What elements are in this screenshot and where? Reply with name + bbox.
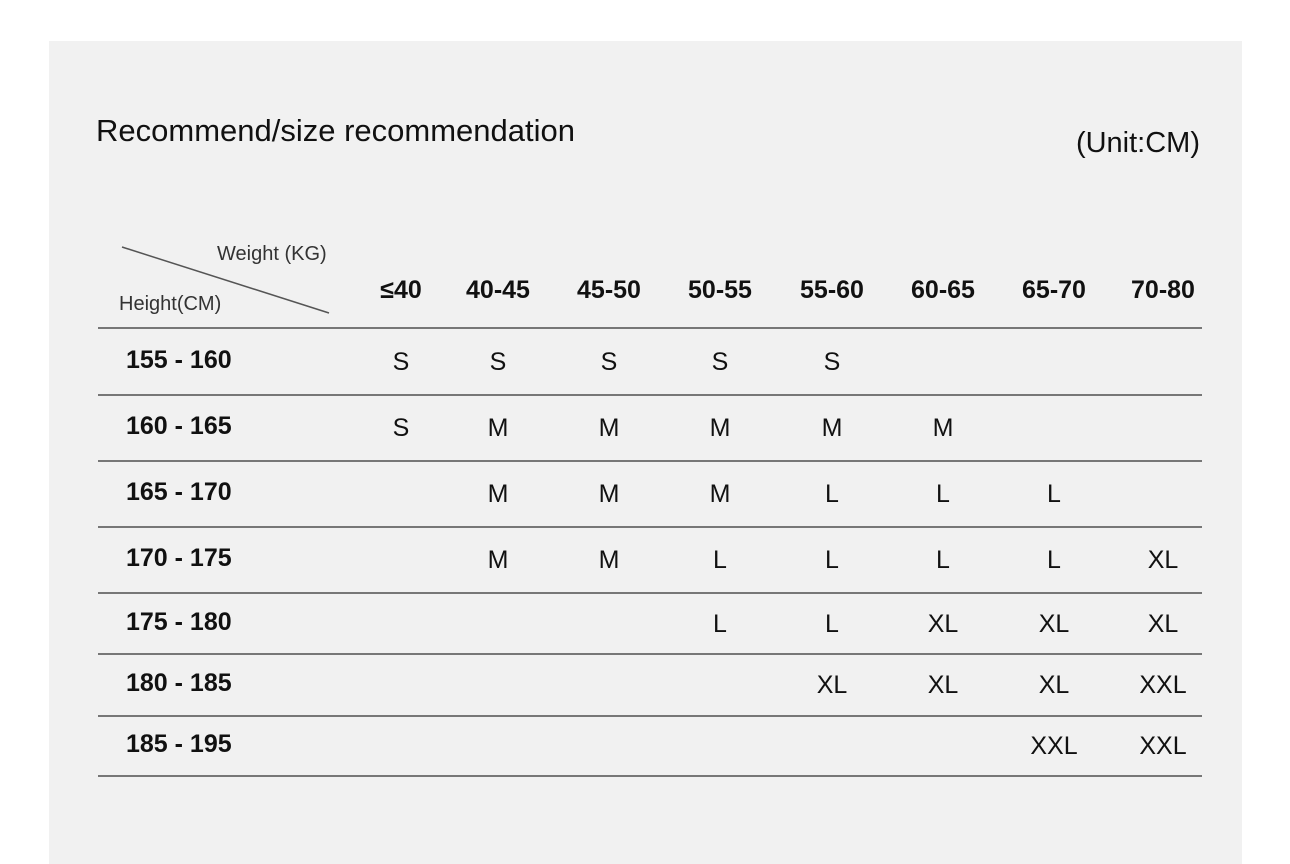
- page-title: Recommend/size recommendation: [96, 113, 575, 148]
- row-divider: [98, 526, 1202, 528]
- size-cell: L: [1047, 480, 1061, 508]
- column-header: 55-60: [800, 276, 864, 304]
- size-cell: M: [487, 480, 509, 508]
- row-height-label: 175 - 180: [126, 608, 232, 636]
- size-cell: M: [487, 414, 509, 442]
- size-cell: S: [600, 348, 618, 376]
- row-height-label: 180 - 185: [126, 669, 232, 697]
- row-divider: [98, 775, 1202, 777]
- row-divider: [98, 715, 1202, 717]
- height-axis-label: Height(CM): [119, 293, 222, 315]
- size-cell: XL: [1038, 610, 1070, 638]
- size-cell: S: [823, 348, 841, 376]
- size-cell: L: [936, 480, 950, 508]
- size-cell: L: [825, 546, 839, 574]
- size-cell: M: [709, 480, 731, 508]
- size-cell: S: [711, 348, 729, 376]
- size-cell: XL: [1147, 546, 1179, 574]
- column-header: 50-55: [688, 276, 752, 304]
- weight-axis-label: Weight (KG): [217, 243, 327, 265]
- row-divider: [98, 394, 1202, 396]
- size-cell: M: [709, 414, 731, 442]
- column-header: ≤40: [380, 276, 422, 304]
- row-height-label: 165 - 170: [126, 478, 232, 506]
- size-cell: S: [489, 348, 507, 376]
- size-cell: M: [821, 414, 843, 442]
- size-cell: M: [598, 414, 620, 442]
- unit-label: (Unit:CM): [1075, 127, 1200, 159]
- column-header: 65-70: [1022, 276, 1086, 304]
- size-cell: S: [392, 348, 410, 376]
- size-cell: M: [598, 546, 620, 574]
- row-height-label: 155 - 160: [126, 346, 232, 374]
- column-header: 40-45: [466, 276, 530, 304]
- size-cell: XL: [927, 671, 959, 699]
- size-cell: L: [936, 546, 950, 574]
- size-cell: M: [932, 414, 954, 442]
- row-divider: [98, 592, 1202, 594]
- size-cell: M: [598, 480, 620, 508]
- row-height-label: 170 - 175: [126, 544, 232, 572]
- size-cell: XXL: [1139, 732, 1187, 760]
- size-cell: XXL: [1139, 671, 1187, 699]
- row-divider: [98, 653, 1202, 655]
- row-height-label: 185 - 195: [126, 730, 232, 758]
- size-cell: XXL: [1030, 732, 1078, 760]
- size-cell: L: [713, 610, 727, 638]
- size-cell: L: [1047, 546, 1061, 574]
- size-cell: L: [825, 610, 839, 638]
- size-cell: M: [487, 546, 509, 574]
- row-height-label: 160 - 165: [126, 412, 232, 440]
- size-cell: XL: [1147, 610, 1179, 638]
- size-cell: XL: [816, 671, 848, 699]
- column-header: 60-65: [911, 276, 975, 304]
- size-cell: XL: [1038, 671, 1070, 699]
- size-cell: L: [825, 480, 839, 508]
- column-header: 45-50: [577, 276, 641, 304]
- size-cell: XL: [927, 610, 959, 638]
- size-cell: S: [392, 414, 410, 442]
- row-divider: [98, 327, 1202, 329]
- table-corner-header: [98, 236, 353, 328]
- size-cell: L: [713, 546, 727, 574]
- column-header: 70-80: [1131, 276, 1195, 304]
- row-divider: [98, 460, 1202, 462]
